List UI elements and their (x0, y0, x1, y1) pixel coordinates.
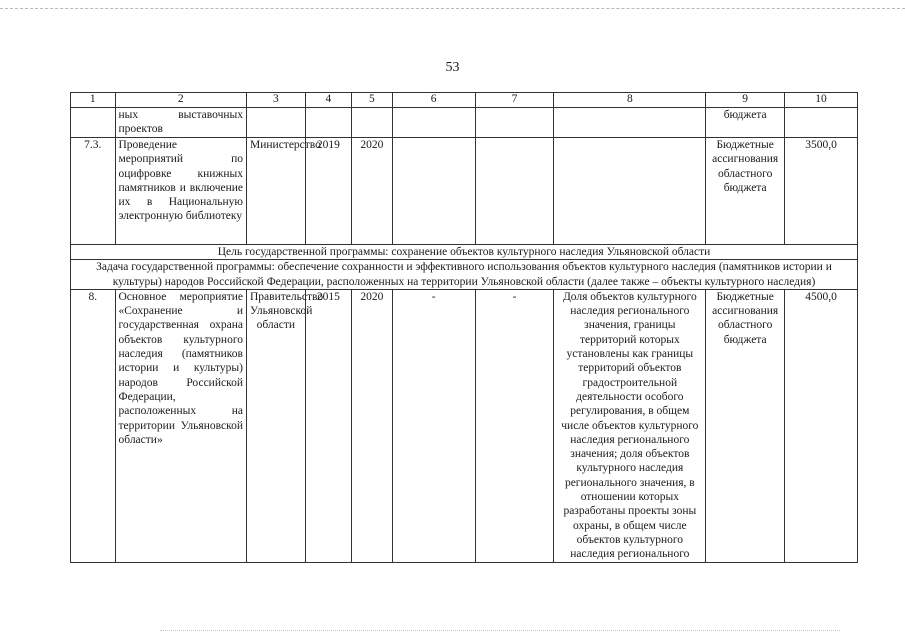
goal-row (71, 245, 858, 260)
column-header: 3 (247, 93, 306, 108)
scan-edge-top (0, 8, 905, 10)
end-year-cell: 2020 (352, 138, 392, 245)
page-number: 53 (445, 60, 460, 75)
column-header: 1 (71, 93, 116, 108)
amount-cell (785, 108, 858, 138)
indicator-cell (554, 108, 706, 138)
activity-name-cell: ных выставочных проектов (115, 108, 247, 138)
amount-cell: 3500,0 (785, 138, 858, 245)
cell-col7: - (475, 289, 554, 562)
column-header: 8 (554, 93, 706, 108)
funding-source-cell: бюджета (706, 108, 785, 138)
cell-col6 (392, 108, 475, 138)
executor-cell (247, 108, 306, 138)
start-year-cell: 2015 (305, 289, 352, 562)
column-header: 6 (392, 93, 475, 108)
program-task: Задача государственной программы: обеспечение сохранности и эффективного использования объектов культурного наследия (памятников истории и культуры) народов Российской Федерации, расположенных на территории Ульяновской области (далее также – объекты культурного наследия) (71, 260, 858, 290)
program-goal: Цель государственной программы: сохранение объектов культурного наследия Ульяновской области (71, 245, 858, 260)
column-header: 5 (352, 93, 392, 108)
scan-edge-bottom (160, 630, 840, 632)
column-header: 7 (475, 93, 554, 108)
cell-col7 (475, 138, 554, 245)
end-year-cell: 2020 (352, 289, 392, 562)
program-table (70, 92, 858, 563)
column-header: 4 (305, 93, 352, 108)
amount-cell: 4500,0 (785, 289, 858, 562)
row-number-cell (71, 108, 116, 138)
cell-col6 (392, 138, 475, 245)
indicator-cell (554, 138, 706, 245)
activity-name-cell: Основное мероприятие «Сохранение и государственная охрана объектов культурного наследия (памятников истории и культуры) народов Российской Федерации, расположенных на территории Ульяновской области» (115, 289, 247, 562)
row-number-cell: 8. (71, 289, 116, 562)
column-numbers-row (71, 93, 858, 108)
activity-name-cell: Проведение мероприятий по оцифровке книжных памятников и включение их в Национальную электронную библиотеку (115, 138, 247, 245)
funding-source-cell: Бюджетные ассигнования областного бюджета (706, 289, 785, 562)
cell-col6: - (392, 289, 475, 562)
executor-cell: Правительство Ульяновской области (247, 289, 306, 562)
table-row (71, 289, 858, 562)
start-year-cell: 2019 (305, 138, 352, 245)
executor-cell: Министерство (247, 138, 306, 245)
table-row (71, 138, 858, 245)
cell-col7 (475, 108, 554, 138)
column-header: 9 (706, 93, 785, 108)
table-row (71, 108, 858, 138)
column-header: 2 (115, 93, 247, 108)
task-row (71, 260, 858, 290)
column-header: 10 (785, 93, 858, 108)
row-number-cell: 7.3. (71, 138, 116, 245)
end-year-cell (352, 108, 392, 138)
funding-source-cell: Бюджетные ассигнования областного бюджета (706, 138, 785, 245)
start-year-cell (305, 108, 352, 138)
indicator-cell: Доля объектов культурного наследия регионального значения, границы территорий которых установлены как границы территорий объектов градостроительной деятельности особого регулирования, в общем числе объектов культурного наследия регионального значения; доля объектов культурного наследия регионального значения, в отношении которых разработаны проекты зоны охраны, в общем числе объектов культурного наследия регионального (554, 289, 706, 562)
